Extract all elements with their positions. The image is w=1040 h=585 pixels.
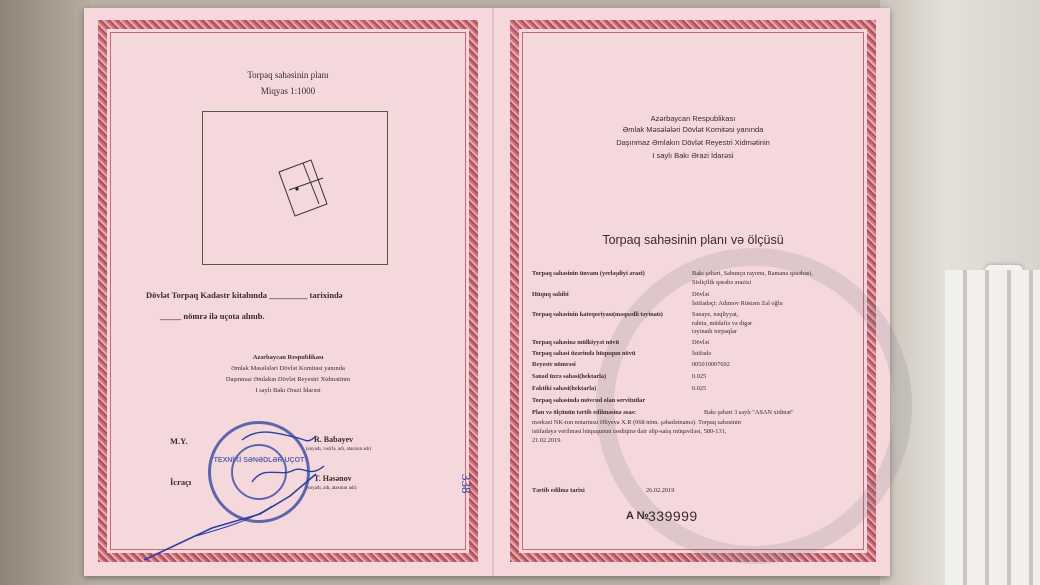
- radiator: [945, 270, 1040, 585]
- basis-line-1: mərkəzi NK-nın notariusu Əliyeva X.R (068 nöm. şəhadətnamə). Torpaq sahəsinin: [532, 419, 741, 426]
- signer-1-caption: (soyadı, vəzifə, adı, atasının adı): [306, 447, 372, 452]
- field-label: Torpaq sahəsinin ünvanı (yerləşdiyi ərazi): [532, 270, 645, 277]
- field-label: Hüquq sahibi: [532, 291, 569, 298]
- document-title: Torpaq sahəsinin planı və ölçüsü: [602, 233, 784, 247]
- field-label: Reyestr nömrəsi: [532, 361, 576, 368]
- field-row: [532, 339, 710, 346]
- registry-line-2: _____ nömrə ilə uçota alınıb.: [160, 311, 265, 321]
- registry-line-1: Dövlət Torpaq Kadastr kitabında _________ tarixində: [146, 290, 343, 300]
- field-label: Torpaq sahəsində mövcud olan servitutlar: [532, 397, 646, 404]
- field-row: [532, 373, 707, 380]
- field-value: Dövlət: [692, 291, 710, 298]
- field-label: Torpaq sahəsinin kateqoriyası(məqsədli təyinatı): [532, 311, 663, 318]
- plan-title: Torpaq sahəsinin planı: [247, 70, 329, 80]
- field-value: Bakı şəhəri, Sabunçu rayonu, Ramana qəsəbəsi,: [692, 270, 813, 277]
- field-value: 0.025: [692, 385, 707, 392]
- header-line-1: Azərbaycan Respublikası: [650, 114, 736, 123]
- executor-label: İcraçı: [170, 477, 192, 487]
- issuer-line-3: Daşınmaz Əmlakın Dövlət Reyestri Xidmətinin: [225, 376, 351, 383]
- basis-line-2: istifadəyə verilməsi hüququnun təsdiqinə dair əlip-satış müqaviləsi, 580-131,: [532, 428, 727, 435]
- field-label: Torpaq sahəsi üzərində hüququn növü: [532, 350, 636, 357]
- basis-line-3: 21.02.2019.: [532, 437, 562, 444]
- background-wall-left: [0, 0, 90, 585]
- field-value: İstifadə: [692, 350, 711, 357]
- document-number-prefix: A №: [626, 510, 649, 522]
- field-value: İstifadəçi: Adımov Rüstəm Zal oğlu: [692, 300, 783, 307]
- field-value: 0.025: [692, 373, 707, 380]
- handwritten-note: 338: [459, 474, 474, 494]
- scale-label: Miqyas 1:1000: [260, 86, 316, 96]
- header-line-4: I saylı Bakı Ərazi İdarəsi: [652, 151, 734, 160]
- document-number: 339999: [648, 508, 698, 524]
- field-row: [532, 291, 710, 298]
- header-line-2: Əmlak Məsələləri Dövlət Komitəsi yanında: [622, 125, 764, 134]
- field-row: [532, 409, 794, 416]
- handwritten-signatures: [84, 8, 492, 576]
- field-value: rabitə, müdafiə və digər: [692, 320, 753, 327]
- left-page: [84, 8, 492, 576]
- header-line-3: Daşınmaz Əmlakın Dövlət Reyestri Xidmətinin: [616, 138, 770, 147]
- field-label: Sənəd üzrə sahəsi(hektarla): [532, 373, 607, 380]
- date-value: 26.02.2019: [646, 487, 675, 494]
- right-page: [496, 8, 890, 576]
- field-row: [532, 385, 707, 392]
- field-value: təyinatlı torpaqlar: [692, 328, 737, 335]
- field-value: Bakı şəhəri 3 saylı "ASAN xidmət": [704, 409, 794, 416]
- field-row: [532, 270, 813, 277]
- field-value: 005010007692: [692, 361, 730, 368]
- field-label: Plan və ölçünün tərtib edilməsinə əsas:: [532, 409, 637, 416]
- date-label: Tərtib edilmə tarixi: [532, 487, 585, 494]
- issuer-line-1: Azərbaycan Respublikası: [252, 354, 324, 361]
- issuer-line-4: I saylı Bakı Ərazi İdarəsi: [255, 387, 321, 394]
- issuer-line-2: Əmlak Məsələləri Dövlət Komitəsi yanında: [231, 365, 345, 372]
- date-row: [532, 487, 675, 494]
- field-row: [532, 397, 645, 404]
- signer-2-name: T. Həsənov: [314, 474, 352, 483]
- field-row: [532, 350, 711, 357]
- seal-text: TEXNİKİ SƏNƏDLƏR UÇOT: [213, 457, 305, 464]
- field-label: Faktiki sahəsi(hektarla): [532, 385, 597, 392]
- signer-2-caption: (soyadı, adı, atasının adı): [306, 486, 357, 491]
- field-label: Torpaq sahəsinə mülkiyyət növü: [532, 339, 620, 346]
- signer-1-name: R. Babayev: [314, 435, 354, 444]
- field-row: [532, 361, 730, 368]
- field-value: Dövlət: [692, 339, 710, 346]
- field-row: [532, 311, 739, 318]
- field-value: Sisliçilik qəsəbə ərazisi: [692, 279, 752, 286]
- stamp-place-label: M.Y.: [170, 436, 188, 446]
- field-value: Sənaye, nəqliyyat,: [692, 311, 739, 318]
- certificate-document: [84, 8, 890, 576]
